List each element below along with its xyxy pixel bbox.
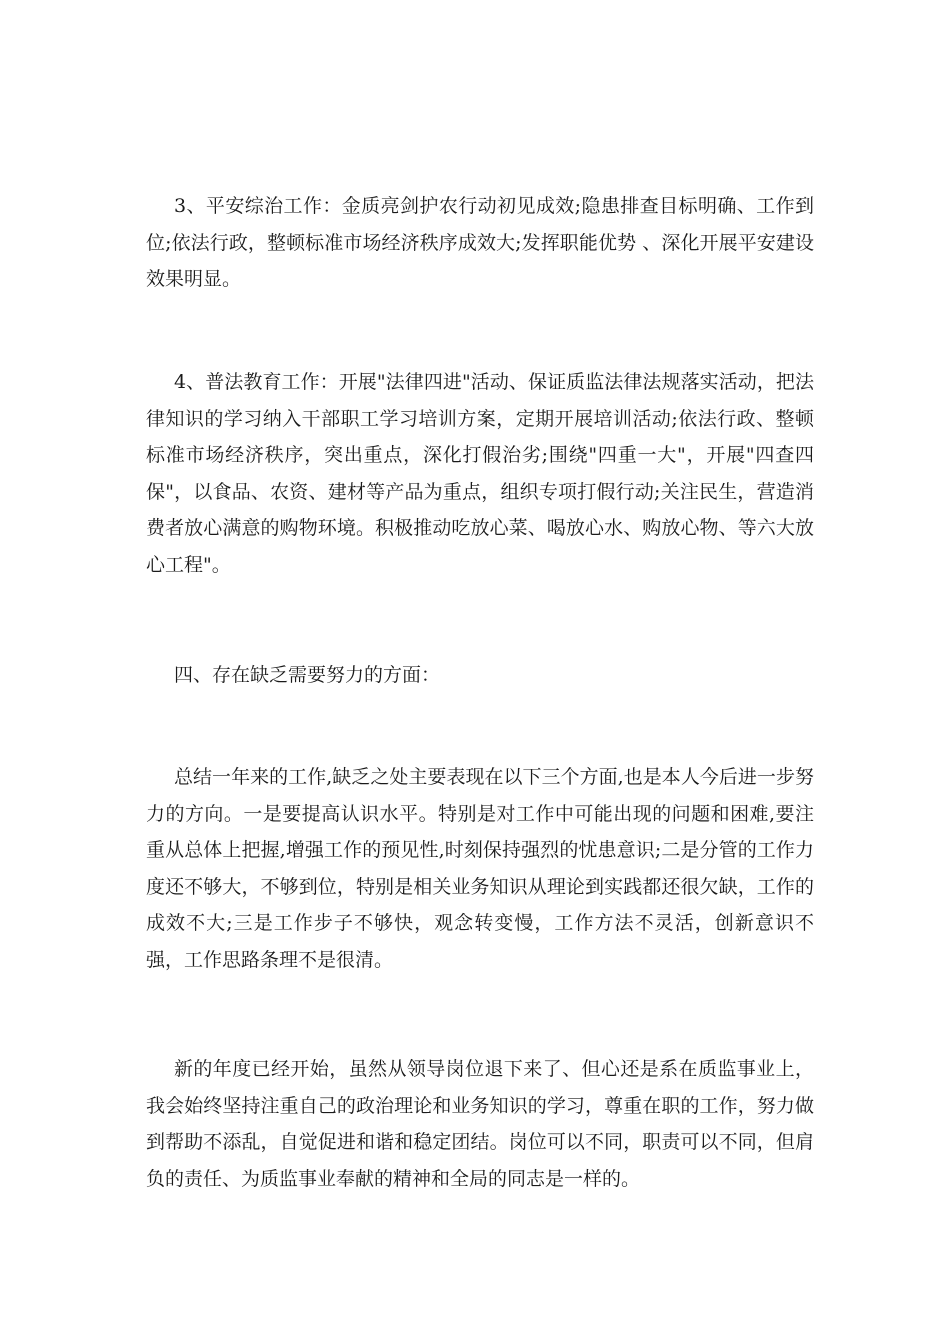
paragraph-law-education: 4、普法教育工作：开展"法律四进"活动、保证质监法律法规落实活动，把法律知识的学习纳入干部职工学习培训方案，定期开展培训活动;依法行政、整顿标准市场经济秩序，突出重点，深化打假治劣;围绕"四重一大"，开展"四查四保"，以食品、农资、建材等产品为重点，组织专项打假行动;关注民生，营造消费者放心满意的购物环境。积极推动吃放心菜、喝放心水、购放心物、等六大放心工程"。 <box>146 371 814 576</box>
section-heading-shortcomings: 四、存在缺乏需要努力的方面： <box>174 664 441 686</box>
paragraph-safety-work: 3、平安综治工作：金质亮剑护农行动初见成效;隐患排查目标明确、工作到位;依法行政，整顿标准市场经济秩序成效大;发挥职能优势 、深化开展平安建设效果明显。 <box>146 195 814 290</box>
paragraph-new-year: 新的年度已经开始，虽然从领导岗位退下来了、但心还是系在质监事业上，我会始终坚持注重自己的政治理论和业务知识的学习，尊重在职的工作，努力做到帮助不添乱，自觉促进和谐和稳定团结。岗位可以不同，职责可以不同，但肩负的责任、为质监事业奉献的精神和全局的同志是一样的。 <box>146 1058 814 1190</box>
paragraph-summary-shortcomings: 总结一年来的工作,缺乏之处主要表现在以下三个方面,也是本人今后进一步努力的方向。一是要提高认识水平。特别是对工作中可能出现的问题和困难,要注重从总体上把握,增强工作的预见性,时刻保持强烈的忧患意识;二是分管的工作力度还不够大，不够到位，特别是相关业务知识从理论到实践都还很欠缺，工作的成效不大;三是工作步子不够快，观念转变慢，工作方法不灵活，创新意识不强，工作思路条理不是很清。 <box>146 766 814 971</box>
